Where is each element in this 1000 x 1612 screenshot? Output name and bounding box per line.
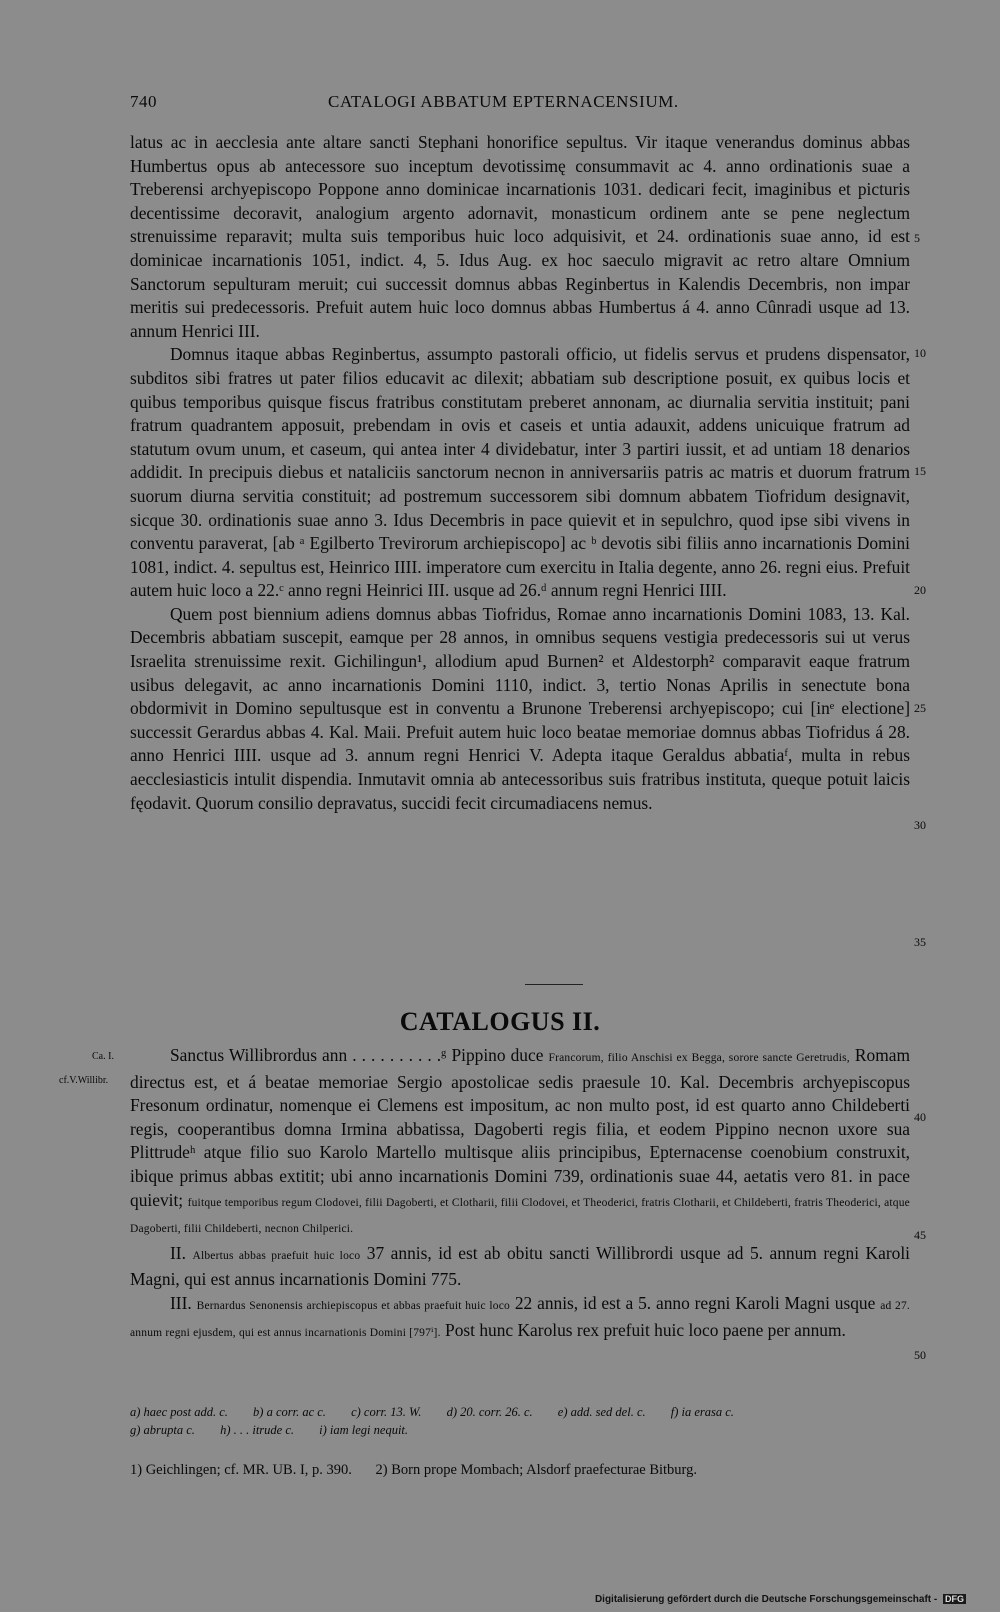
credit-text: Digitalisierung gefördert durch die Deutsche Forschungsgemeinschaft - <box>594 1594 938 1605</box>
entry-small-text: fuitque temporibus regum Clodovei, filii Dagoberti, et Clotharii, filii Clodovei, et Theoderici, fratris Clotharii, et Childeberti, fratris Theoderici, atque Dagoberti, filii Childeberti, necnon Chilperici. <box>130 1196 910 1236</box>
line-number: 50 <box>914 1348 926 1362</box>
catalogus-1-text <box>130 131 910 815</box>
apparatus-note: f) ia erasa c. <box>670 1405 734 1419</box>
entry-text: Romam directus est, et á beatae memoriae Sergio apostolicae sedis praesule 10. Kal. Decembris archyepiscopus Fresonum ordinatur, nomenque ei Clemens est impositum, ac non multo post, id est quarto anno Childeberti regis, cooperantibus domna Irmina abbatissa, Dagoberti regis filia, et eodem Pippino necnon uxore sua Plittrudeʰ atque filio suo Karolo Martello multisque aliis principibus, Epternacense coenobium construxit, ibique primus abbas extitit; ubi anno incarnationis Domini 739, ordinationis suae 44, aetatis vero 81. in pace quievit; <box>130 1045 910 1210</box>
footnote: 2) Born prope Mombach; Alsdorf praefecturae Bitburg. <box>375 1462 697 1478</box>
entry-bernardus <box>130 1292 910 1345</box>
line-number: 45 <box>914 1228 926 1242</box>
catalogus-2-text <box>130 1044 910 1345</box>
entry-small-text: ad 27. annum regni ejusdem, qui est annus incarnationis Domini [797ⁱ]. <box>130 1299 910 1339</box>
apparatus-note: a) haec post add. c. <box>130 1405 228 1419</box>
line-number: 5 <box>914 231 920 245</box>
line-number: 10 <box>914 346 926 360</box>
entry-albertus <box>130 1242 910 1292</box>
paragraph-tiofridus: Quem post biennium adiens domnus abbas Tiofridus, Romae anno incarnationis Domini 1083, 13. Kal. Decembris abbatiam suscepit, eamque per 28 annos, in omnibus sequens vestigia predecessoris sui ut verus Israelita strenuissime rexit. Gichilingun¹, allodium apud Burnen² et Aldestorph² comparavit eaque fratrum usibus delegavit, ac anno incarnationis Domini 1110, indict. 3, tertio Nonas Aprilis in senectute bona obdormivit in Domino sepultusque est in conventu a Brunone Treberensi archyepiscopo; cui [inᵉ electione] successit Gerardus abbas 4. Kal. Maii. Prefuit autem huic loco beatae memoriae domnus abbas Tiofridus á 28. anno Henrici IIII. usque ad 3. annum regni Henrici V. Adepta itaque Geraldus abbatiaᶠ, multa in rebus aecclesiasticis intulit dispendia. Inmutavit omnia ab antecessoribus suis fratribus instituta, queque potuit laicis fęodavit. Quorum consilio depravatus, succidi fecit circumadiacens nemus. <box>130 603 910 813</box>
entry-text: Post hunc Karolus rex prefuit huic loco paene per annum. <box>445 1319 846 1340</box>
apparatus-note: d) 20. corr. 26. c. <box>446 1405 533 1419</box>
line-number: 30 <box>914 818 926 832</box>
apparatus-note: i) iam legi nequit. <box>319 1423 409 1437</box>
critical-apparatus <box>130 1422 910 1439</box>
paragraph-humbertus: latus ac in aecclesia ante altare sancti Stephani honorifice sepultus. Vir itaque venerandus dominus abbas Humbertus opus ab antecessore suo inceptum devotissimę consummavit ac 4. anno ordinationis suae a Treberensi archyepiscopo Poppone anno dominicae incarnationis 1031. dedicari fecit, imaginibus et picturis decentissime decoravit, analogium argento adornavit, monasticum ordinem ante se pene neglectum strenuissime reparavit; multa suis temporibus huic loco adquisivit, et 24. ordinationis suae anno, id est dominicae incarnationis 1051, indict. 4, 5. Idus Aug. ex hoc saeculo migravit ac retro altare Omnium Sanctorum sepulturam meruit; cui successit domnus abbas Reginbertus in Kalendis Decembris, non impar meritis sui predecessoris. Prefuit autem huic loco domnus abbas Humbertus á 4. anno Cûnradi usque ad 13. annum Henrici III. <box>130 132 910 341</box>
entry-small-text: Albertus abbas praefuit huic loco <box>192 1249 361 1262</box>
running-title: CATALOGI ABBATUM EPTERNACENSIUM. <box>328 92 679 111</box>
entry-number: III. <box>170 1292 192 1313</box>
margin-note: cf.V.Willibr. <box>59 1075 109 1086</box>
entry-small-text: Francorum, filio Anschisi ex Begga, sorore sancte Geretrudis, <box>548 1052 850 1064</box>
entry-text: 22 annis, id est a 5. anno regni Karoli Magni usque <box>514 1292 876 1313</box>
margin-note: Ca. I. <box>92 1051 114 1062</box>
entry-willibrordus <box>130 1044 910 1242</box>
entry-small-text: Bernardus Senonensis archiepiscopus et abbas praefuit huic loco <box>196 1299 510 1312</box>
entry-text: Sanctus Willibrordus ann . . . . . . . . . .ᵍ Pippino duce <box>170 1045 544 1065</box>
apparatus-note: h) . . . itrude c. <box>220 1423 295 1437</box>
apparatus-note: c) corr. 13. W. <box>351 1405 422 1419</box>
apparatus-note: e) add. sed del. c. <box>557 1405 646 1419</box>
entry-text: 37 annis, id est ab obitu sancti Willibrordi usque ad 5. annum regni Karoli Magni, qui est annus incarnationis Domini 775. <box>130 1242 910 1290</box>
footnotes <box>130 1462 717 1479</box>
line-number: 20 <box>914 583 926 597</box>
page-number: 740 <box>130 92 157 111</box>
line-number: 15 <box>914 464 926 478</box>
entry-number: II. <box>170 1242 186 1263</box>
digitization-credit <box>595 1594 966 1605</box>
apparatus-note: g) abrupta c. <box>130 1423 195 1437</box>
line-number: 25 <box>914 701 926 715</box>
paragraph-reginbertus: Domnus itaque abbas Reginbertus, assumpto pastorali officio, ut fidelis servus et prudens dispensator, subditos sibi fratres ut pater filios educavit ac dilexit; abbatiam sub descriptione posuit, ex quibus locis et quibus temporibus quisque fiscus fratribus constitutam preberet annonam, ac diurnalia servitia instituit; pani fratrum quadrantem apposuit, prebendam in ovis et caseis et untia adauxit, addens unicuique fratrum ad statutum ovum unum, et caseum, qui antea inter 4 dividebatur, inter 3 partiri iussit, et ad untiam 18 denarios addidit. In precipuis diebus et nataliciis sanctorum necnon in anniversariis patris ac matris et duorum fratrum suorum diurna servitia constituit; ad postremum successorem sibi domnum abbatem Tiofridum designavit, sicque 30. ordinationis suae anno 3. Idus Decembris in pace quievit et in sepulchro, quod ipse sibi vivens in conventu paraverat, [ab ᵃ Egilberto Trevirorum archiepiscopo] ac ᵇ devotis sibi filiis anno incarnationis Domini 1081, indict. 4. sepultus est, Heinrico IIII. imperatore cum exercitu in Italia degente, anno 26. regni eius. Prefuit autem huic loco a 22.ᶜ anno regni Heinrici III. usque ad 26.ᵈ annum regni Henrici IIII. <box>130 344 910 601</box>
section-divider <box>525 984 583 985</box>
critical-apparatus <box>130 1404 910 1421</box>
footnote: 1) Geichlingen; cf. MR. UB. I, p. 390. <box>130 1462 352 1478</box>
line-number: 35 <box>914 935 926 949</box>
apparatus-note: b) a corr. ac c. <box>253 1405 326 1419</box>
page-header <box>130 92 910 118</box>
catalogus-2-title: CATALOGUS II. <box>399 1007 601 1036</box>
dfg-logo: DFG <box>945 1594 964 1604</box>
line-number: 40 <box>914 1110 926 1124</box>
